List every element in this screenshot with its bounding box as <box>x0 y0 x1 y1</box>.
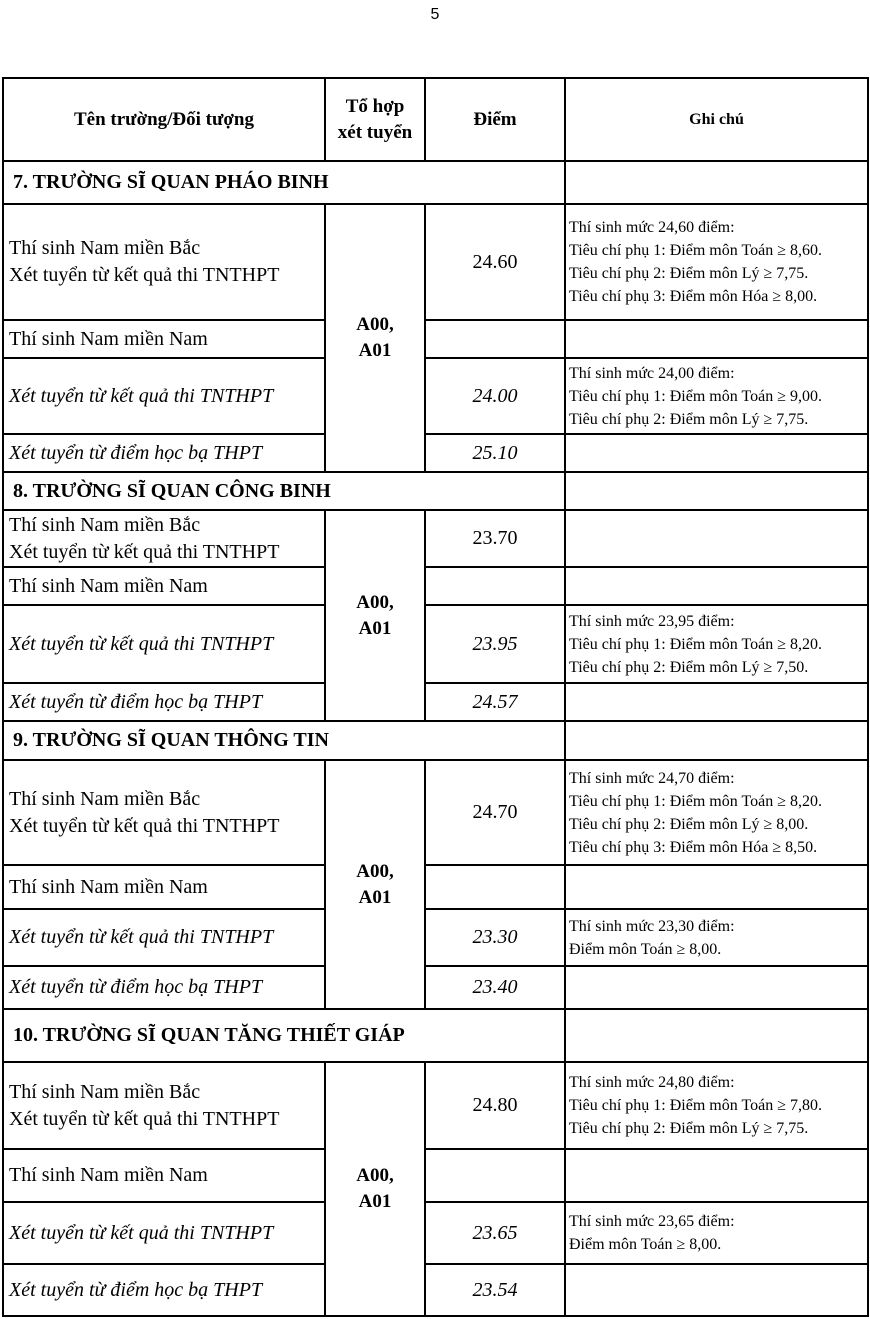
note-cell <box>565 1062 868 1149</box>
table-row <box>3 320 868 358</box>
combo-header-line2: xét tuyển <box>337 121 413 143</box>
table-row <box>3 966 868 1009</box>
note-line: Thí sinh mức 24,70 điểm: <box>569 769 735 787</box>
section-row <box>3 1009 868 1062</box>
combo-line1: A00, <box>356 314 394 335</box>
table-header-row <box>3 78 868 161</box>
table-row <box>3 358 868 434</box>
candidate-cell: Xét tuyển từ điểm học bạ THPT <box>3 683 325 721</box>
table-row <box>3 1062 868 1149</box>
note-line: Tiêu chí phụ 2: Điểm môn Lý ≥ 8,00. <box>569 815 809 833</box>
score-cell: 24.57 <box>425 683 565 721</box>
score-cell: 23.30 <box>425 909 565 966</box>
candidate-line1: Thí sinh Nam miền Bắc <box>9 513 201 536</box>
note-cell <box>565 1149 868 1202</box>
note-line: Tiêu chí phụ 1: Điểm môn Toán ≥ 8,60. <box>569 242 822 259</box>
table-row <box>3 434 868 472</box>
score-cell <box>425 1149 565 1202</box>
score-cell: 24.70 <box>425 760 565 865</box>
note-line: Thí sinh mức 23,65 điểm: <box>569 1213 735 1230</box>
score-cell: 23.65 <box>425 1202 565 1264</box>
candidate-cell: Thí sinh Nam miền Nam <box>3 865 325 909</box>
candidate-line2: Xét tuyển từ kết quả thi TNTHPT <box>9 1107 280 1130</box>
candidate-cell: Xét tuyển từ điểm học bạ THPT <box>3 1264 325 1316</box>
score-cell: 24.00 <box>425 358 565 434</box>
empty-cell <box>565 1009 868 1062</box>
section-row <box>3 161 868 204</box>
table-row <box>3 865 868 909</box>
note-line: Thí sinh mức 23,30 điểm: <box>569 917 735 935</box>
table-row <box>3 605 868 683</box>
combo-line1: A00, <box>356 1165 394 1186</box>
section-title: 8. TRƯỜNG SĨ QUAN CÔNG BINH <box>3 472 565 510</box>
score-cell <box>425 320 565 358</box>
note-line: Thí sinh mức 23,95 điểm: <box>569 612 735 630</box>
column-header-name: Tên trường/Đối tượng <box>3 78 325 161</box>
note-cell <box>565 204 868 320</box>
candidate-line2: Xét tuyển từ kết quả thi TNTHPT <box>9 814 280 837</box>
table-row <box>3 567 868 605</box>
combo-cell <box>325 760 425 1009</box>
candidate-cell: Xét tuyển từ kết quả thi TNTHPT <box>3 358 325 434</box>
candidate-line2: Xét tuyển từ kết quả thi TNTHPT <box>9 540 280 563</box>
candidate-cell <box>3 510 325 567</box>
note-cell <box>565 605 868 683</box>
note-cell <box>565 567 868 605</box>
score-cell: 23.70 <box>425 510 565 567</box>
score-cell: 23.54 <box>425 1264 565 1316</box>
note-line: Điểm môn Toán ≥ 8,00. <box>569 940 722 958</box>
table-row <box>3 1202 868 1264</box>
note-cell <box>565 1202 868 1264</box>
table-row <box>3 760 868 865</box>
note-cell <box>565 358 868 434</box>
section-title: 7. TRƯỜNG SĨ QUAN PHÁO BINH <box>3 161 565 204</box>
candidate-cell: Thí sinh Nam miền Nam <box>3 567 325 605</box>
candidate-cell: Xét tuyển từ kết quả thi TNTHPT <box>3 909 325 966</box>
section-title: 10. TRƯỜNG SĨ QUAN TĂNG THIẾT GIÁP <box>3 1009 565 1062</box>
score-cell: 23.40 <box>425 966 565 1009</box>
score-cell: 24.80 <box>425 1062 565 1149</box>
note-line: Tiêu chí phụ 1: Điểm môn Toán ≥ 7,80. <box>569 1097 822 1114</box>
combo-cell <box>325 1062 425 1316</box>
note-line: Tiêu chí phụ 2: Điểm môn Lý ≥ 7,75. <box>569 265 809 282</box>
combo-cell <box>325 510 425 721</box>
note-cell <box>565 510 868 567</box>
note-cell <box>565 683 868 721</box>
score-cell: 25.10 <box>425 434 565 472</box>
table-row <box>3 1264 868 1316</box>
note-line: Thí sinh mức 24,80 điểm: <box>569 1074 735 1091</box>
combo-line1: A00, <box>356 860 394 882</box>
admission-score-table <box>2 77 869 1317</box>
candidate-cell <box>3 204 325 320</box>
candidate-cell: Thí sinh Nam miền Nam <box>3 320 325 358</box>
candidate-line2: Xét tuyển từ kết quả thi TNTHPT <box>9 264 280 286</box>
table-row <box>3 204 868 320</box>
candidate-cell <box>3 1062 325 1149</box>
empty-cell <box>565 721 868 760</box>
note-cell <box>565 320 868 358</box>
section-row <box>3 472 868 510</box>
note-cell <box>565 966 868 1009</box>
candidate-line1: Thí sinh Nam miền Bắc <box>9 1080 201 1103</box>
table-row <box>3 683 868 721</box>
combo-line1: A00, <box>356 591 394 613</box>
table-row <box>3 1149 868 1202</box>
section-title: 9. TRƯỜNG SĨ QUAN THÔNG TIN <box>3 721 565 760</box>
combo-cell <box>325 204 425 472</box>
page-number: 5 <box>430 6 440 23</box>
note-line: Tiêu chí phụ 1: Điểm môn Toán ≥ 8,20. <box>569 792 822 810</box>
candidate-cell: Xét tuyển từ kết quả thi TNTHPT <box>3 1202 325 1264</box>
candidate-line1: Thí sinh Nam miền Bắc <box>9 787 201 810</box>
combo-line2: A01 <box>358 617 392 639</box>
candidate-line1: Thí sinh Nam miền Bắc <box>9 237 201 259</box>
score-cell <box>425 865 565 909</box>
note-line: Tiêu chí phụ 2: Điểm môn Lý ≥ 7,50. <box>569 658 809 676</box>
section-row <box>3 721 868 760</box>
combo-line2: A01 <box>358 340 392 361</box>
combo-line2: A01 <box>358 886 392 908</box>
table-row <box>3 510 868 567</box>
note-line: Điểm môn Toán ≥ 8,00. <box>569 1236 722 1253</box>
note-line: Tiêu chí phụ 2: Điểm môn Lý ≥ 7,75. <box>569 1120 809 1137</box>
score-cell: 24.60 <box>425 204 565 320</box>
note-line: Tiêu chí phụ 1: Điểm môn Toán ≥ 8,20. <box>569 635 822 653</box>
score-cell: 23.95 <box>425 605 565 683</box>
table-row <box>3 909 868 966</box>
note-line: Tiêu chí phụ 1: Điểm môn Toán ≥ 9,00. <box>569 387 822 405</box>
note-line: Tiêu chí phụ 3: Điểm môn Hóa ≥ 8,00. <box>569 288 818 305</box>
note-line: Thí sinh mức 24,00 điểm: <box>569 364 735 382</box>
column-header-combo <box>325 78 425 161</box>
combo-line2: A01 <box>358 1191 392 1212</box>
note-cell <box>565 1264 868 1316</box>
note-line: Tiêu chí phụ 2: Điểm môn Lý ≥ 7,75. <box>569 410 809 428</box>
note-line: Tiêu chí phụ 3: Điểm môn Hóa ≥ 8,50. <box>569 838 818 856</box>
combo-header-line1: Tổ hợp <box>345 95 405 117</box>
empty-cell <box>565 472 868 510</box>
note-line: Thí sinh mức 24,60 điểm: <box>569 219 735 236</box>
score-cell <box>425 567 565 605</box>
column-header-score: Điểm <box>425 78 565 161</box>
note-cell <box>565 760 868 865</box>
note-cell <box>565 865 868 909</box>
candidate-cell: Xét tuyển từ điểm học bạ THPT <box>3 434 325 472</box>
candidate-cell: Xét tuyển từ kết quả thi TNTHPT <box>3 605 325 683</box>
empty-cell <box>565 161 868 204</box>
candidate-cell <box>3 760 325 865</box>
note-cell <box>565 434 868 472</box>
candidate-cell: Thí sinh Nam miền Nam <box>3 1149 325 1202</box>
note-cell <box>565 909 868 966</box>
candidate-cell: Xét tuyển từ điểm học bạ THPT <box>3 966 325 1009</box>
column-header-note: Ghi chú <box>565 78 868 161</box>
